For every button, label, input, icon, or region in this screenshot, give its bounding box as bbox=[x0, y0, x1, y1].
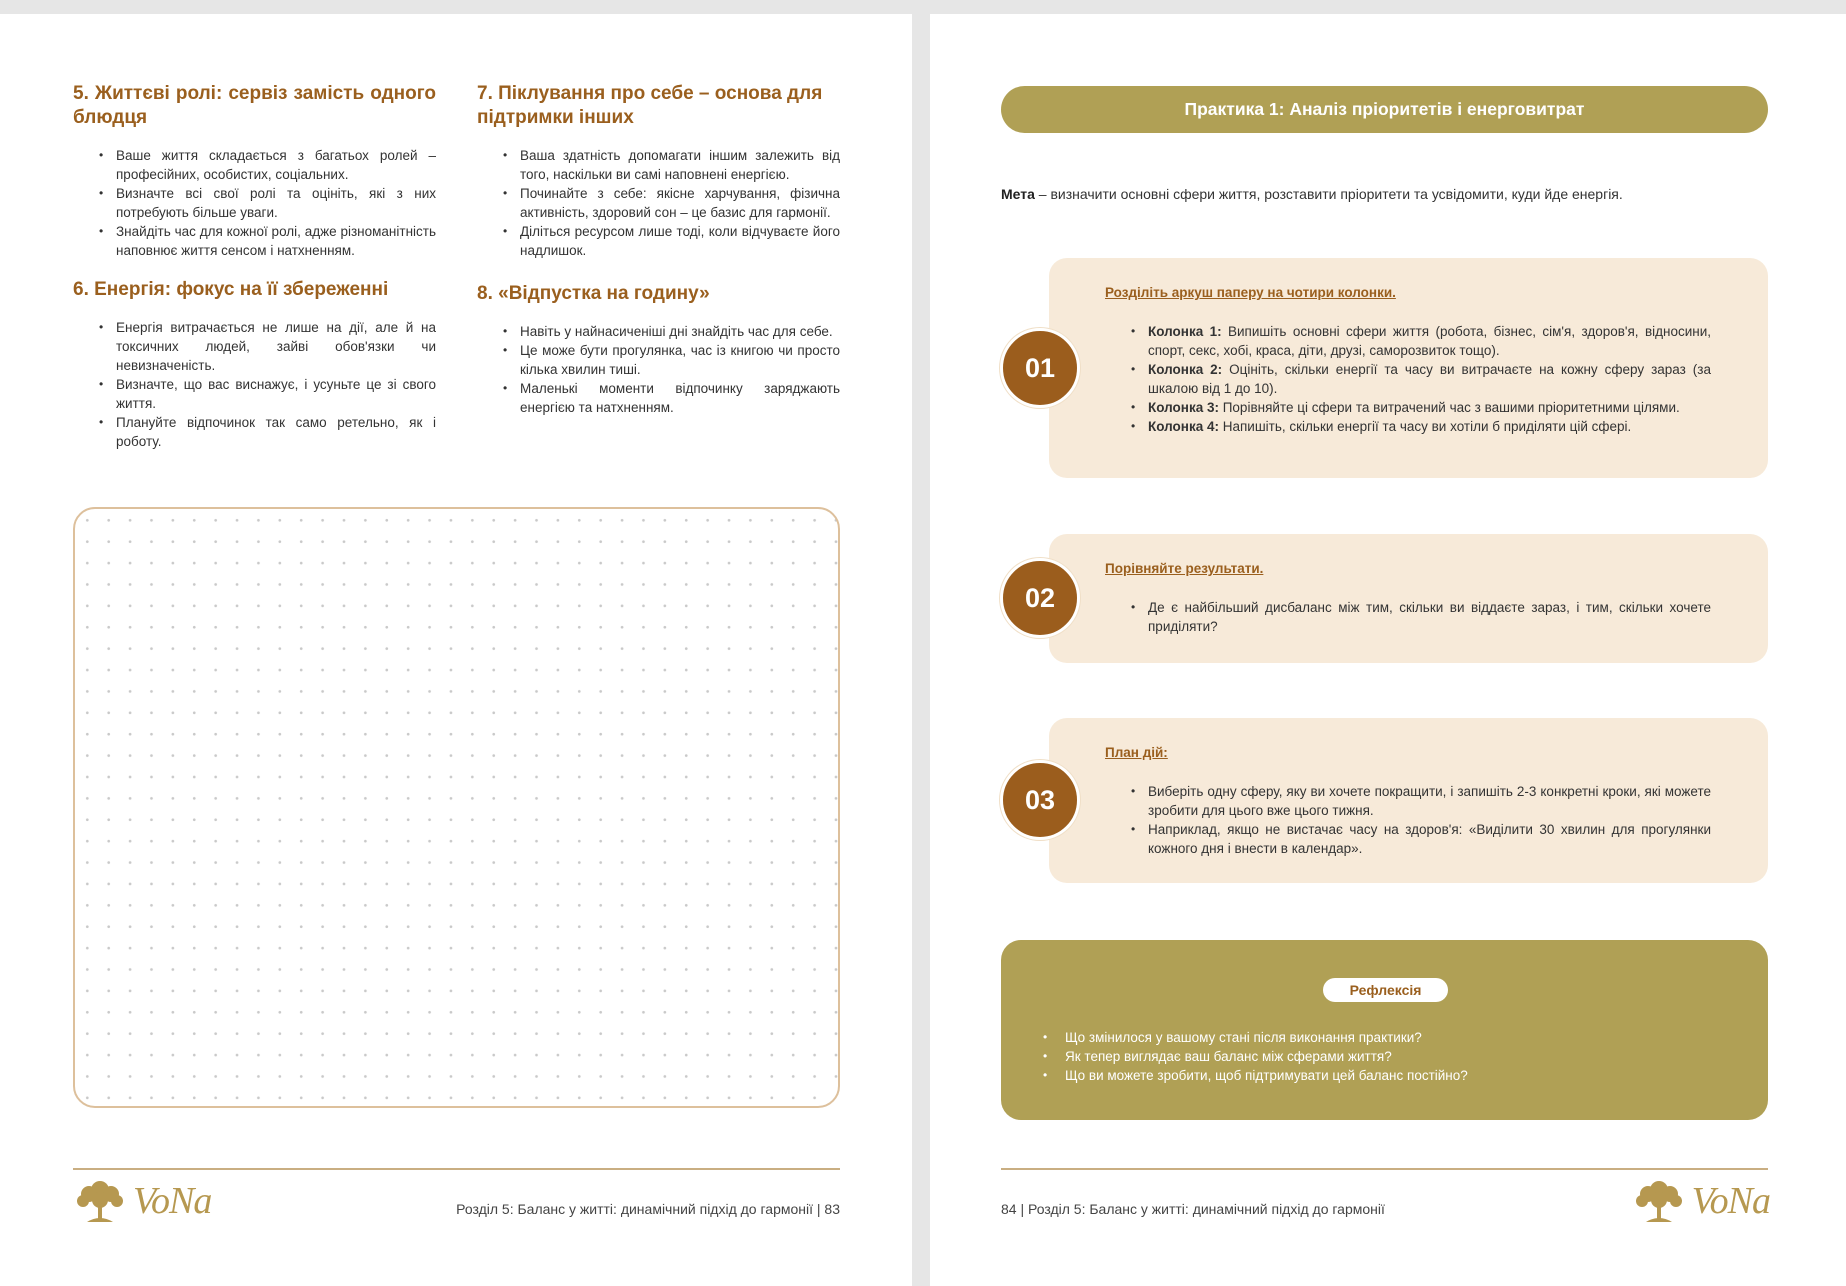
step-number-2: 02 bbox=[1000, 558, 1080, 638]
list-item bbox=[1105, 398, 1711, 417]
logo-text: VoNa bbox=[133, 1180, 212, 1222]
list-item: • Маленькі моменти відпочинку заряджають енергією та натхненням. bbox=[477, 379, 840, 417]
item-label: Колонка 2: bbox=[1148, 362, 1223, 377]
dot-grid-notes-area bbox=[73, 507, 840, 1108]
list-item: • Де є найбільший дисбаланс між тим, скільки ви віддаєте зараз, і тим, скільки хочете приділяти? bbox=[1105, 598, 1711, 636]
right-column bbox=[477, 82, 840, 435]
section-6-title: 6. Енергія: фокус на її збереженні bbox=[73, 279, 389, 300]
step-3-heading: План дій: bbox=[1105, 745, 1168, 760]
right-page bbox=[930, 14, 1846, 1286]
vona-logo bbox=[1632, 1176, 1770, 1226]
step-1-list bbox=[1105, 322, 1711, 436]
section-8-title: 8. «Відпустка на годину» bbox=[477, 283, 710, 304]
list-item: • Що змінилося у вашому стані після виконання практики? bbox=[1035, 1028, 1468, 1047]
list-item: • Наприклад, якщо не вистачає часу на здоров'я: «Виділити 30 хвилин для прогулянки кожного дня і внести в календар». bbox=[1105, 820, 1711, 858]
list-item bbox=[1105, 417, 1711, 436]
list-item: • Виберіть одну сферу, яку ви хочете покращити, і запишіть 2-3 конкретні кроки, які можете зробити для цього вже цього тижня. bbox=[1105, 782, 1711, 820]
list-item bbox=[1105, 322, 1711, 360]
reflection-box bbox=[1001, 940, 1768, 1120]
footer-chapter-text: 84 | Розділ 5: Баланс у житті: динамічний підхід до гармонії bbox=[1001, 1201, 1385, 1217]
item-label: Колонка 1: bbox=[1148, 324, 1222, 339]
section-5-list bbox=[73, 146, 436, 260]
item-text: Порівняйте ці сфери та витрачений час з вашими пріоритетними цілями. bbox=[1218, 400, 1680, 415]
step-1-heading: Розділіть аркуш паперу на чотири колонки. bbox=[1105, 285, 1396, 300]
list-item: • Це може бути прогулянка, час із книгою чи просто кілька хвилин тиші. bbox=[477, 341, 840, 379]
list-item: • Знайдіть час для кожної ролі, адже різноманітність наповнює життя сенсом і натхненням. bbox=[73, 222, 436, 260]
section-6-list bbox=[73, 318, 436, 451]
step-number-1: 01 bbox=[1000, 328, 1080, 408]
item-text: Оцініть, скільки енергії та часу ви витрачаєте на кожну сферу зараз (за шкалою від 1 до 10). bbox=[1148, 362, 1711, 396]
practice-title: Практика 1: Аналіз пріоритетів і енерговитрат bbox=[1001, 86, 1768, 133]
step-card-1 bbox=[1049, 258, 1768, 478]
item-label: Колонка 3: bbox=[1148, 400, 1219, 415]
logo-text: VoNa bbox=[1691, 1180, 1770, 1222]
list-item: • Ваше життя складається з багатьох ролей – професійних, особистих, соціальних. bbox=[73, 146, 436, 184]
item-text: Напишіть, скільки енергії та часу ви хотіли б приділяти цій сфері. bbox=[1218, 419, 1632, 434]
section-7-list bbox=[477, 146, 840, 260]
section-7-title: 7. Піклування про себе – основа для підтримки інших bbox=[477, 83, 823, 128]
step-card-3 bbox=[1049, 718, 1768, 883]
list-item: • Ваша здатність допомагати іншим залежить від того, наскільки ви самі наповнені енергією. bbox=[477, 146, 840, 184]
goal-description: – визначити основні сфери життя, розставити пріоритети та усвідомити, куди йде енергія. bbox=[1034, 186, 1623, 202]
list-item: • Діліться ресурсом лише тоді, коли відчуваєте його надлишок. bbox=[477, 222, 840, 260]
list-item bbox=[1105, 360, 1711, 398]
reflection-title: Рефлексія bbox=[1323, 978, 1448, 1002]
left-page bbox=[0, 14, 912, 1286]
list-item: • Плануйте відпочинок так само ретельно, як і роботу. bbox=[73, 413, 436, 451]
footer-divider bbox=[1001, 1168, 1768, 1170]
step-card-2 bbox=[1049, 534, 1768, 663]
item-label: Колонка 4: bbox=[1148, 419, 1219, 434]
item-text: Випишіть основні сфери життя (робота, бізнес, сім'я, здоров'я, відносини, спорт, секс, хобі, краса, діти, друзі, саморозвиток тощо). bbox=[1148, 324, 1711, 358]
tree-icon bbox=[73, 1176, 127, 1226]
section-8-list bbox=[477, 322, 840, 417]
reflection-list bbox=[1035, 1028, 1468, 1085]
goal-text bbox=[1001, 186, 1768, 202]
vona-logo bbox=[73, 1176, 211, 1226]
step-2-heading: Порівняйте результати. bbox=[1105, 561, 1264, 576]
list-item: • Визначте, що вас виснажує, і усуньте це зі свого життя. bbox=[73, 375, 436, 413]
section-5-title: 5. Життєві ролі: сервіз замість одного блюдця bbox=[73, 83, 436, 128]
list-item: • Навіть у найнасиченіші дні знайдіть час для себе. bbox=[477, 322, 840, 341]
list-item: • Починайте з себе: якісне харчування, фізична активність, здоровий сон – це базис для гармонії. bbox=[477, 184, 840, 222]
footer-divider bbox=[73, 1168, 840, 1170]
list-item: • Визначте всі свої ролі та оцініть, які з них потребують більше уваги. bbox=[73, 184, 436, 222]
list-item: • Що ви можете зробити, щоб підтримувати цей баланс постійно? bbox=[1035, 1066, 1468, 1085]
footer-chapter-text: Розділ 5: Баланс у житті: динамічний підхід до гармонії | 83 bbox=[456, 1201, 840, 1217]
step-3-list bbox=[1105, 782, 1711, 858]
goal-label: Мета bbox=[1001, 186, 1035, 202]
left-column bbox=[73, 82, 436, 469]
step-number-3: 03 bbox=[1000, 760, 1080, 840]
tree-icon bbox=[1632, 1176, 1686, 1226]
list-item: • Як тепер виглядає ваш баланс між сферами життя? bbox=[1035, 1047, 1468, 1066]
list-item: • Енергія витрачається не лише на дії, але й на токсичних людей, зайві обов'язки чи невизначеність. bbox=[73, 318, 436, 375]
step-2-list bbox=[1105, 598, 1711, 636]
